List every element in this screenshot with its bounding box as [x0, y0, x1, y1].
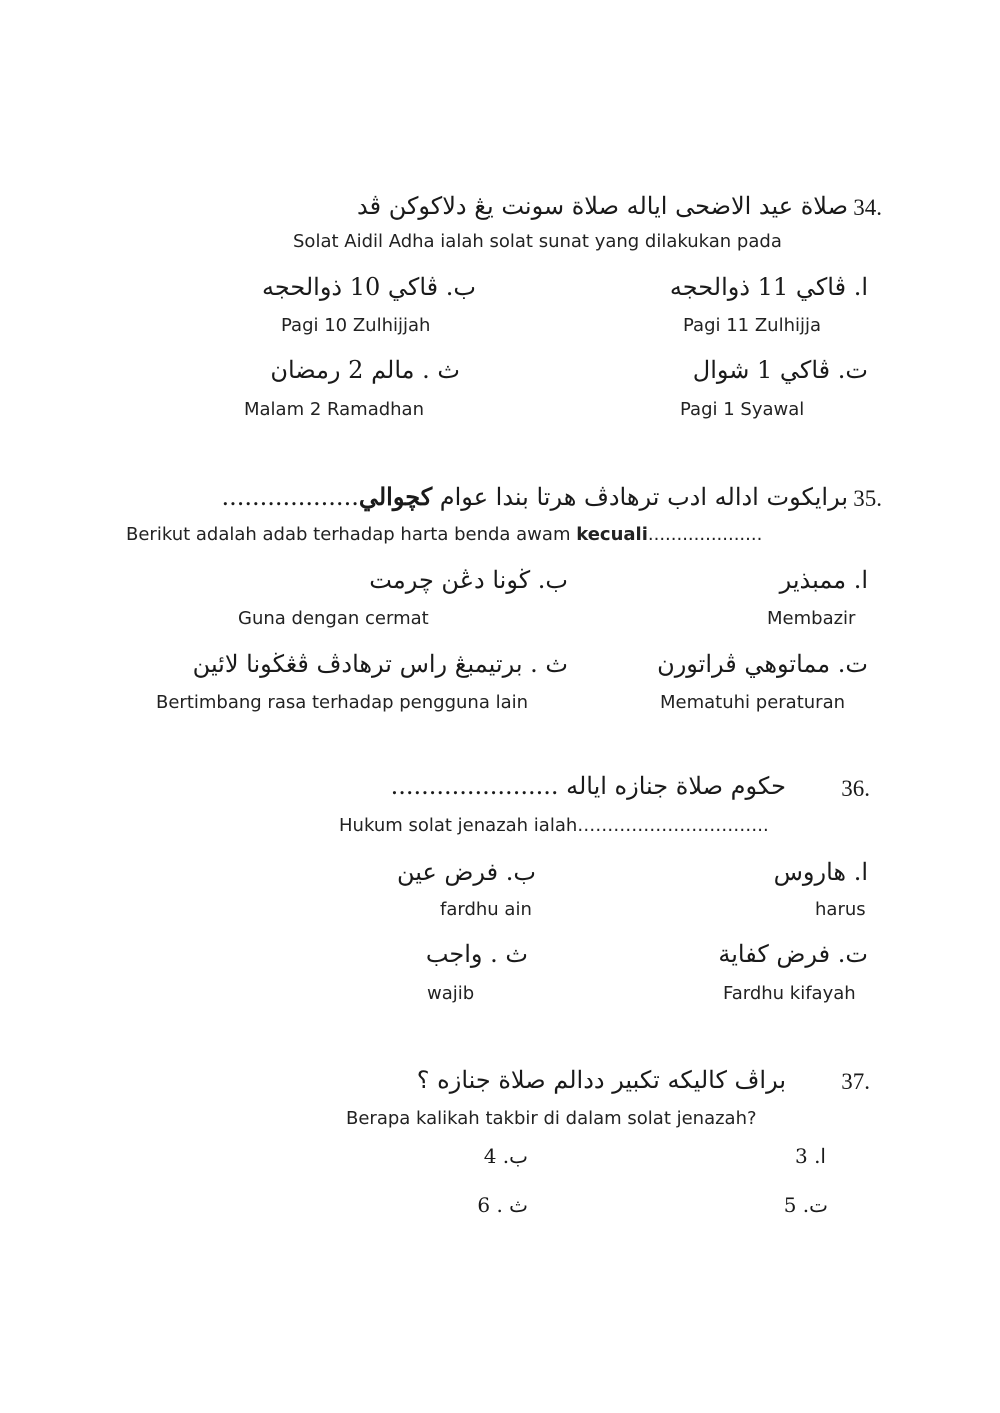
option-d-jawi[interactable]: ث . برتيمبڠ راس ترهادڤ ڤڠڬونا لائين [192, 650, 568, 678]
option-b-jawi[interactable]: ب. ڬونا دڠن چرمت [369, 566, 568, 594]
question-text-jawi [221, 482, 849, 511]
option-b[interactable]: ب. 4 [483, 1144, 528, 1168]
question-dots-jawi: .................. [221, 483, 359, 511]
option-a-jawi[interactable]: ا. هاروس [773, 858, 868, 886]
option-d-rumi: wajib [427, 983, 475, 1004]
question-number: 35. [853, 486, 882, 511]
question-number: 37. [841, 1069, 870, 1094]
option-b-jawi[interactable]: ب. فرض عين [396, 858, 536, 886]
question-keyword-rumi: kecuali [576, 524, 648, 545]
option-c-jawi[interactable]: ت. ڤاکي 1 شوال [692, 356, 868, 384]
option-c-rumi: Mematuhi peraturan [660, 692, 846, 713]
option-b-rumi: fardhu ain [440, 899, 532, 920]
question-text-jawi: حكوم صلاة جنازه اياله ...................... [390, 772, 786, 800]
question-text-jawi: صلاة عيد الاضحى اياله صلاة سونت يڠ دلاكوكن ڤد [357, 192, 848, 220]
option-a-rumi: harus [815, 899, 866, 920]
question-text-rumi: Solat Aidil Adha ialah solat sunat yang dilakukan pada [293, 231, 782, 252]
option-a[interactable]: ا. 3 [794, 1144, 826, 1168]
question-text-rumi [126, 526, 762, 544]
option-d[interactable]: ث . 6 [477, 1193, 528, 1217]
option-d-rumi: Malam 2 Ramadhan [244, 399, 424, 420]
option-c[interactable]: ت. 5 [783, 1193, 828, 1217]
option-b-jawi[interactable]: ب. ڤاکي 10 ذوالحجه [262, 273, 476, 301]
question-number: 34. [853, 195, 882, 220]
question-keyword-jawi: كچوالي [358, 482, 433, 511]
option-d-rumi: Bertimbang rasa terhadap pengguna lain [156, 692, 529, 713]
option-a-rumi: Membazir [767, 608, 856, 629]
option-b-rumi: Guna dengan cermat [238, 608, 429, 629]
option-c-rumi: Fardhu kifayah [723, 983, 856, 1004]
question-number: 36. [841, 776, 870, 801]
question-text-rumi-main: Berikut adalah adab terhadap harta benda awam [126, 524, 577, 545]
option-c-jawi[interactable]: ت. مماتوهي ڤراتورن [657, 650, 868, 678]
question-text-rumi: Hukum solat jenazah ialah………………………….. [339, 815, 769, 836]
option-b-rumi: Pagi 10 Zulhijjah [281, 315, 431, 336]
question-dots-rumi: .................... [647, 524, 763, 545]
question-text-rumi: Berapa kalikah takbir di dalam solat jenazah? [346, 1108, 757, 1129]
option-d-jawi[interactable]: ث . واجب [425, 940, 528, 968]
question-text-jawi-main: برايكوت اداله ادب ترهادڤ هرتا بندا عوام [432, 483, 848, 511]
option-d-jawi[interactable]: ث . مالم 2 رمضان [270, 356, 460, 384]
option-c-jawi[interactable]: ت. فرض كفاية [718, 940, 868, 968]
question-text-jawi: براڤ كاليكه تكبير ددالم صلاة جنازه ؟ [416, 1066, 786, 1094]
option-a-rumi: Pagi 11 Zulhijja [683, 315, 822, 336]
option-a-jawi[interactable]: ا. ڤاکي 11 ذوالحجه [669, 273, 868, 301]
option-c-rumi: Pagi 1 Syawal [680, 399, 805, 420]
option-a-jawi[interactable]: ا. ممبذير [779, 566, 868, 594]
